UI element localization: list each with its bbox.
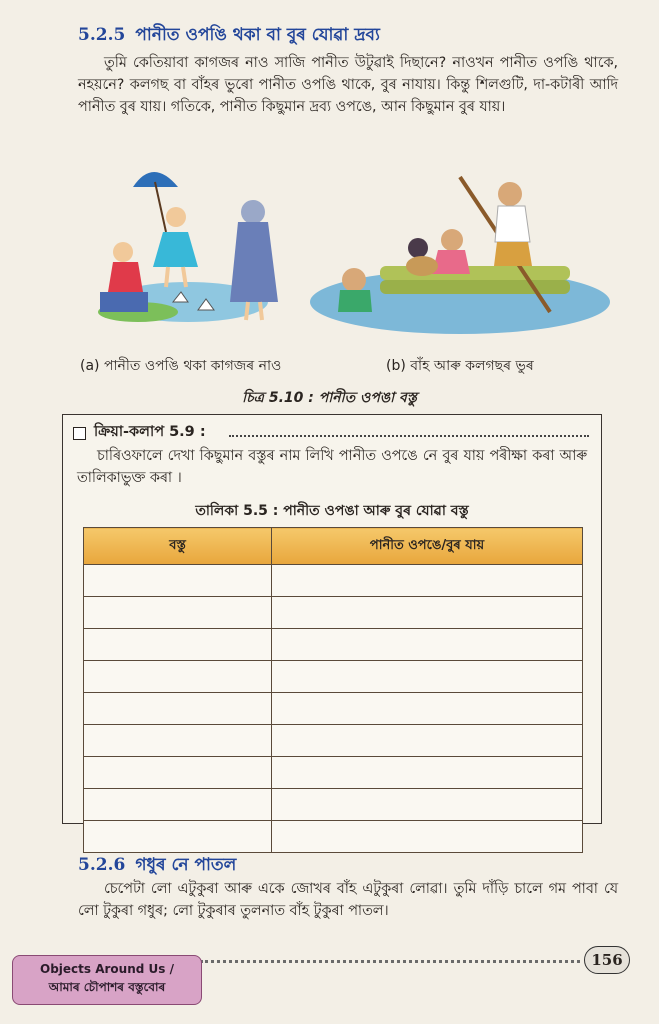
table-cell — [272, 661, 583, 693]
section-5-2-6-paragraph: চেপেটা লো এটুকুৰা আৰু একে জোখৰ বাঁহ এটুকুৰা লোৱা। তুমি দাঁড়ি চালে গম পাবা যে লো টুকুৰা গধুৰ; লো টুকুৰাৰ তুলনাত বাঁহ টুকুৰা পাতল। — [78, 881, 618, 919]
table-cell — [84, 725, 272, 757]
figure-caption: চিত্ৰ 5.10 : পানীত ওপঙা বস্তু — [242, 390, 417, 406]
section-5-2-5-heading — [78, 22, 380, 50]
table-row — [84, 821, 583, 853]
activity-text: চাৰিওফালে দেখা কিছুমান বস্তুৰ নাম লিখি পানীত ওপঙে নে বুৰ যায় পৰীক্ষা কৰা আৰু তালিকাভুক্ত কৰা । — [77, 448, 587, 486]
table-cell — [84, 693, 272, 725]
table-cell — [84, 821, 272, 853]
caption-b: (b) বাঁহ আৰু কলগছৰ ভুৰ — [386, 358, 534, 374]
table-row — [84, 629, 583, 661]
checkbox-icon — [73, 427, 86, 440]
observation-table — [83, 527, 583, 853]
table-cell — [272, 757, 583, 789]
section-title: গধুৰ নে পাতল — [135, 855, 237, 875]
book-title-tab — [12, 955, 202, 1005]
section-title: পানীত ওপঙি থকা বা বুৰ যোৱা দ্ৰব্য — [135, 25, 380, 45]
table-cell — [84, 789, 272, 821]
dotted-rule — [229, 435, 589, 437]
book-title-assamese: আমাৰ চৌপাশৰ বস্তুবোৰ — [48, 980, 166, 994]
table-row — [84, 725, 583, 757]
page-number: 156 — [584, 946, 630, 974]
table-cell — [84, 661, 272, 693]
table-cell — [272, 821, 583, 853]
footer-dotted-rule — [200, 960, 580, 963]
table-row — [84, 757, 583, 789]
section-5-2-6-heading — [78, 852, 236, 880]
table-cell — [272, 693, 583, 725]
table-cell — [272, 597, 583, 629]
activity-box — [62, 414, 602, 824]
table-cell — [84, 597, 272, 629]
section-5-2-5-paragraph: তুমি কেতিয়াবা কাগজৰ নাও সাজি পানীত উটুৱাই দিছানে? নাওখন পানীত ওপঙি থাকে, নহয়নে? কলগছ বা বাঁহৰ ভুৰো পানীত ওপঙি থাকে, বুৰ নাযায়। কিন্তু শিলগুটি, দা-কটাৰী আদি পানীত বুৰ যায়। গতিকে, পানীত কিছুমান দ্ৰব্য ওপঙে, আন কিছুমান বুৰ যায়। — [78, 55, 618, 115]
section-number: 5.2.5 — [78, 25, 126, 45]
bamboo-raft-illustration — [310, 162, 610, 342]
activity-heading — [73, 421, 206, 445]
table-cell — [272, 789, 583, 821]
table-title: তালিকা 5.5 : পানীত ওপঙা আৰু বুৰ যোৱা বস্তু — [195, 503, 469, 519]
book-title-english: Objects Around Us / — [40, 962, 174, 976]
paper-boat-illustration — [78, 162, 293, 342]
table-cell — [272, 565, 583, 597]
table-cell — [84, 565, 272, 597]
column-header-result: পানীত ওপঙে/বুৰ যায় — [272, 528, 583, 565]
table-cell — [272, 629, 583, 661]
table-row — [84, 565, 583, 597]
caption-a: (a) পানীত ওপঙি থকা কাগজৰ নাও — [80, 358, 282, 374]
table-cell — [272, 725, 583, 757]
table-cell — [84, 629, 272, 661]
table-row — [84, 597, 583, 629]
table-row — [84, 661, 583, 693]
table-cell — [84, 757, 272, 789]
table-row — [84, 789, 583, 821]
table-row — [84, 693, 583, 725]
column-header-object: বস্তু — [84, 528, 272, 565]
section-number: 5.2.6 — [78, 855, 126, 875]
activity-title: ক্ৰিয়া-কলাপ 5.9 : — [94, 424, 206, 440]
